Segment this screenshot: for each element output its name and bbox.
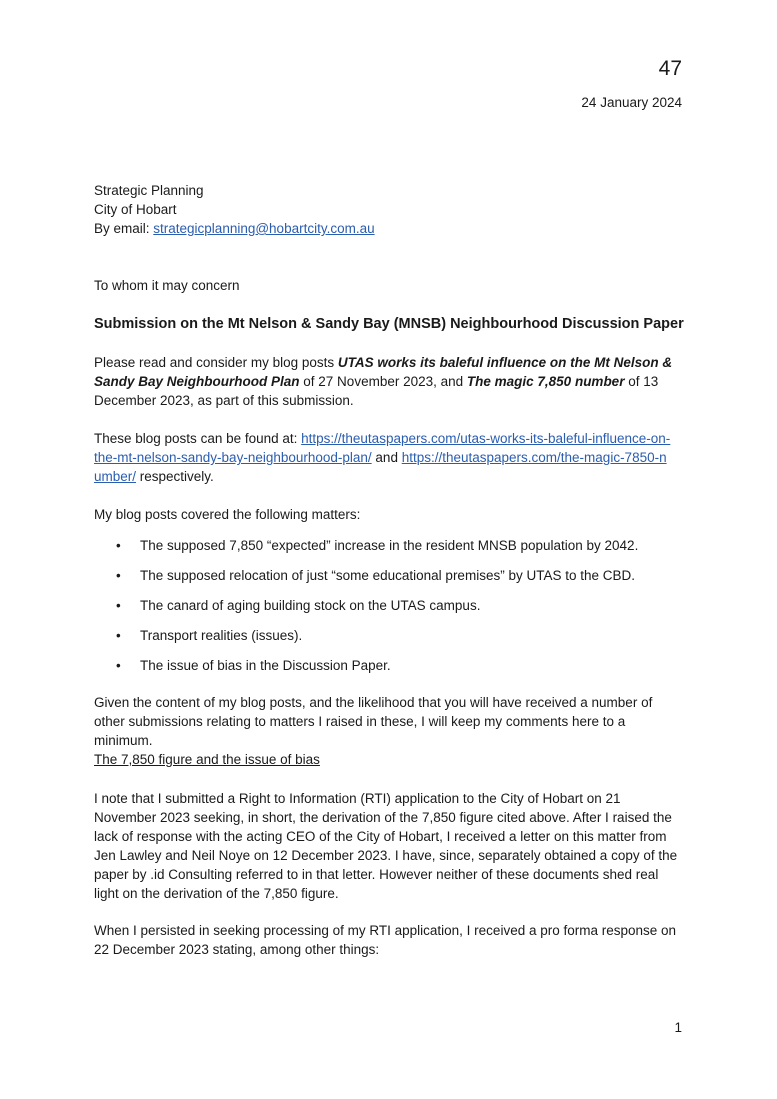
bullet-item: The supposed 7,850 “expected” increase in the resident MNSB population by 2042.: [140, 538, 639, 553]
blog-title-1: UTAS works its baleful influence on the Mt Nelson & Sandy Bay Neighbourhood Plan: [94, 355, 673, 389]
intro-text-1: Please read and consider my blog posts: [94, 355, 338, 370]
section-subheading: The 7,850 figure and the issue of bias: [94, 752, 320, 767]
bullet-marker: •: [116, 538, 121, 553]
recipient-line-2: City of Hobart: [94, 202, 177, 217]
bullet-marker: •: [116, 658, 121, 673]
intro-text-2: of 27 November 2023, and: [299, 374, 467, 389]
recipient-email-line: [94, 219, 694, 238]
links-text-3: respectively.: [136, 469, 214, 484]
page-number: 1: [674, 1020, 682, 1035]
blog-link-2[interactable]: https://theutaspapers.com/the-magic-7850-number/: [94, 450, 667, 484]
links-text-1: These blog posts can be found at:: [94, 431, 302, 446]
email-link[interactable]: strategicplanning@hobartcity.com.au: [153, 221, 375, 236]
blog-title-2: The magic 7,850 number: [466, 374, 625, 389]
paragraph-rti: I note that I submitted a Right to Information (RTI) application to the City of Hobart on 21 November 2023 seeking, in short, the derivation of the 7,850 figure cited above. After I raised the lack of response with the acting CEO of the City of Hobart, I received a letter on this matter from Jen Lawley and Neil Noye on 12 December 2023. I have, since, separately obtained a copy of the paper by .id Consulting referred to in that letter. However neither of these documents shed real light on the derivation of the 7,850 figure.: [94, 791, 678, 901]
document-number: 47: [658, 57, 682, 80]
paragraph-given-content: Given the content of my blog posts, and the likelihood that you will have received a number of other submissions relating to matters I raised in these, I will keep my comments here to a minimum.: [94, 695, 653, 748]
bullet-marker: •: [116, 628, 121, 643]
paragraph-intro: [94, 353, 684, 410]
bullet-item: The issue of bias in the Discussion Paper.: [140, 658, 391, 673]
bullet-item: The supposed relocation of just “some educational premises” by UTAS to the CBD.: [140, 568, 635, 583]
email-label: By email:: [94, 221, 154, 236]
paragraph-matters: My blog posts covered the following matters:: [94, 507, 361, 522]
bullet-item: The canard of aging building stock on the UTAS campus.: [140, 598, 481, 613]
salutation: To whom it may concern: [94, 278, 240, 293]
bullet-marker: •: [116, 598, 121, 613]
bullet-item: Transport realities (issues).: [140, 628, 303, 643]
paragraph-persisted: When I persisted in seeking processing of my RTI application, I received a pro forma response on 22 December 2023 stating, among other things:: [94, 923, 677, 957]
blog-link-1[interactable]: https://theutaspapers.com/utas-works-its-baleful-influence-on-the-mt-nelson-sandy-bay-neighbourhood-plan/: [94, 431, 671, 465]
recipient-line-1: Strategic Planning: [94, 183, 204, 198]
paragraph-links: [94, 429, 674, 486]
letter-date: 24 January 2024: [581, 95, 682, 110]
intro-text-3: of 13 December 2023, as part of this submission.: [94, 374, 659, 408]
bullet-marker: •: [116, 568, 121, 583]
links-text-2: and: [371, 450, 402, 465]
submission-title: Submission on the Mt Nelson & Sandy Bay (MNSB) Neighbourhood Discussion Paper: [94, 316, 684, 332]
